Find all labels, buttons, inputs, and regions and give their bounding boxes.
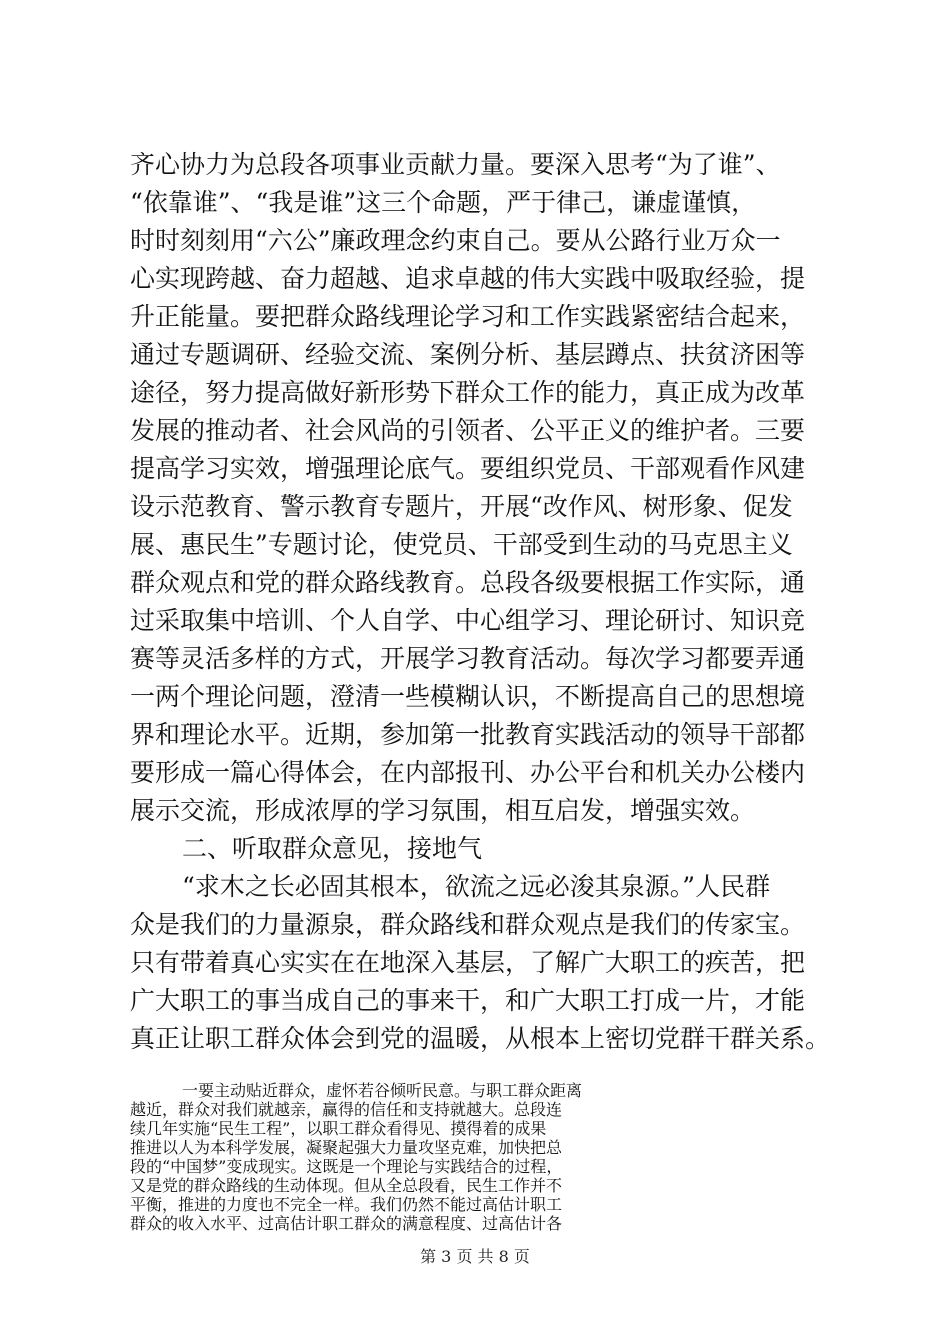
text-line: 心实现跨越、奋力超越、追求卓越的伟大实践中吸取经验，提 <box>130 264 806 293</box>
text-line: 赛等灵活多样的方式，开展学习教育活动。每次学习都要弄通 <box>130 644 806 673</box>
text-line: 段的“中国梦”变成现实。这既是一个理论与实践结合的过程， <box>130 1157 563 1176</box>
text-line: 群众的收入水平、过高估计职工群众的满意程度、过高估计各 <box>130 1214 563 1233</box>
text-line: 平衡，推进的力度也不完全一样。我们仍然不能过高估计职工 <box>130 1195 563 1214</box>
text-line: 升正能量。要把群众路线理论学习和工作实践紧密结合起来， <box>130 302 806 331</box>
text-line: 齐心协力为总段各项事业贡献力量。要深入思考“为了谁”、 <box>130 150 781 179</box>
text-line: 只有带着真心实实在在地深入基层，了解广大职工的疾苦，把 <box>130 948 806 977</box>
text-line: 过采取集中培训、个人自学、中心组学习、理论研讨、知识竞 <box>130 606 806 635</box>
text-line: 推进以人为本科学发展，凝聚起强大力量攻坚克难，加快把总 <box>130 1138 563 1157</box>
text-line: 时时刻刻用“六公”廉政理念约束自己。要从公路行业万众一 <box>130 226 781 255</box>
text-line: 提高学习实效，增强理论底气。要组织党员、干部观看作风建 <box>130 454 806 483</box>
text-line: 界和理论水平。近期，参加第一批教育实践活动的领导干部都 <box>130 720 806 749</box>
text-line: 广大职工的事当成自己的事来干，和广大职工打成一片，才能 <box>130 986 806 1015</box>
text-line: 设示范教育、警示教育专题片，开展“改作风、树形象、促发 <box>130 492 793 521</box>
text-line: 越近，群众对我们就越亲，赢得的信任和支持就越大。总段连 <box>130 1100 563 1119</box>
text-line: 又是党的群众路线的生动体现。但从全总段看，民生工作并不 <box>130 1176 563 1195</box>
text-line: 发展的推动者、社会风尚的引领者、公平正义的维护者。三要 <box>130 416 806 445</box>
text-line: 通过专题调研、经验交流、案例分析、基层蹲点、扶贫济困等 <box>130 340 806 369</box>
text-line: “求木之长必固其根本，欲流之远必浚其泉源。”人民群 <box>182 872 771 901</box>
text-line: 展示交流，形成浓厚的学习氛围，相互启发，增强实效。 <box>130 796 756 825</box>
text-line: 众是我们的力量源泉，群众路线和群众观点是我们的传家宝。 <box>130 910 806 939</box>
text-line: 续几年实施“民生工程”，以职工群众看得见、摸得着的成果 <box>130 1119 547 1138</box>
text-line: 一两个理论问题，澄清一些模糊认识，不断提高自己的思想境 <box>130 682 806 711</box>
text-line: 真正让职工群众体会到党的温暖，从根本上密切党群干群关系。 <box>130 1024 831 1053</box>
section-heading: 二、听取群众意见，接地气 <box>182 834 483 863</box>
text-line: 一要主动贴近群众，虚怀若谷倾听民意。与职工群众距离 <box>182 1081 583 1100</box>
text-line: 展、惠民生”专题讨论，使党员、干部受到生动的马克思主义 <box>130 530 793 559</box>
text-line: 群众观点和党的群众路线教育。总段各级要根据工作实际，通 <box>130 568 806 597</box>
text-line: 要形成一篇心得体会，在内部报刊、办公平台和机关办公楼内 <box>130 758 806 787</box>
page-number: 第 3 页 共 8 页 <box>420 1247 530 1266</box>
text-line: 途径，努力提高做好新形势下群众工作的能力，真正成为改革 <box>130 378 806 407</box>
text-line: “依靠谁”、“我是谁”这三个命题，严于律己，谦虚谨慎， <box>130 188 757 217</box>
